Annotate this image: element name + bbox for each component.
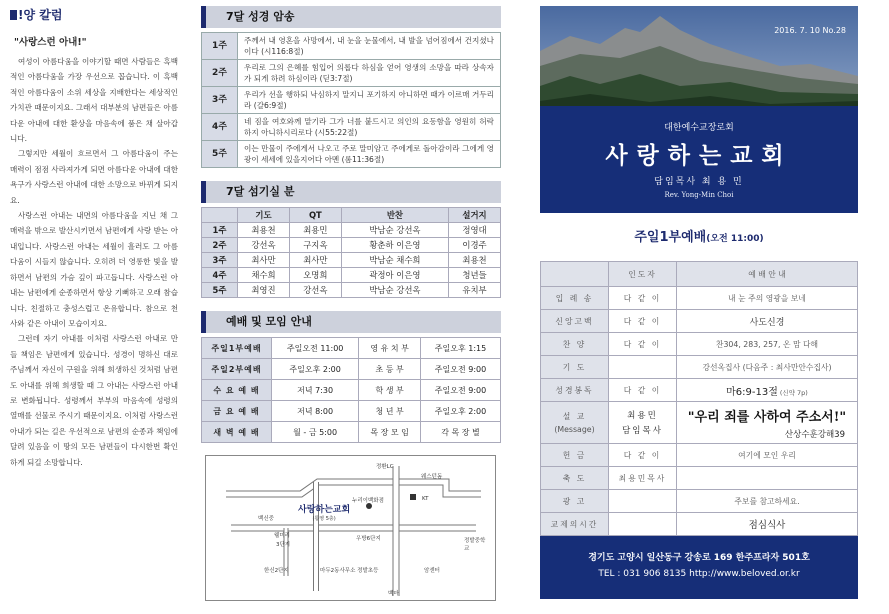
- order-leader: 다 같 이: [609, 333, 677, 356]
- order-leader: [609, 513, 677, 536]
- order-row: [541, 490, 858, 513]
- order-item: 강선옥집사 (다음주 : 최사만안수집사): [677, 356, 858, 379]
- serve-header-cell: 반찬: [341, 208, 448, 223]
- column-title: "사랑스런 아내!": [14, 37, 87, 48]
- serve-cell: 강선옥: [238, 238, 290, 253]
- memory-row: [202, 141, 501, 168]
- map-label: 백신중: [258, 516, 274, 522]
- serve-table: [201, 207, 501, 298]
- schedule-cell: 주일오전 9:00: [420, 380, 500, 401]
- denomination: 대한예수교장로회: [664, 123, 734, 133]
- map-label: 정환LC: [376, 464, 394, 470]
- serve-cell: 황춘하 이은영: [341, 238, 448, 253]
- order-item: 내 눈 주의 영광을 보네: [677, 287, 858, 310]
- order-row: [541, 287, 858, 310]
- serve-row: [202, 223, 501, 238]
- column-paragraph: 사랑스런 아내는 내면의 아름다움을 지닌 채 그 매력을 밖으로 발산시키면서 남편에게 사랑 받는 아내입니다. 사랑스런 아내는 세월이 흘러도 그 아름다움이 시들지 않습니다. 오히려 더 영롱한 빛을 발하면서 남편의 가슴 깊이 파고듭니다. 사랑스런 아내는 남편에게 순종하면서 항상 기뻐하고 오래 참습니다. 친절하고 충성스럽고 온유합니다. 참으로 천사와 같은 아내이 모습이지요.: [10, 211, 178, 328]
- map-label: KT: [422, 496, 429, 502]
- memory-row: [202, 60, 501, 87]
- heading-square-icon: [10, 10, 17, 20]
- order-item: 여기에 모인 우리: [677, 444, 858, 467]
- map-label: 웰미리: [274, 533, 290, 539]
- serve-cell: 곽정아 이은영: [341, 268, 448, 283]
- order-label: 성경봉독: [541, 379, 609, 402]
- service-title: 주일1부예배(오전 11:00): [634, 230, 764, 245]
- schedule-cell: 저녁 8:00: [272, 401, 359, 422]
- order-item: 사도신경: [677, 310, 858, 333]
- schedule-cell: 각 목 장 별: [420, 422, 500, 443]
- order-row: [541, 402, 858, 444]
- order-label: 교제의시간: [541, 513, 609, 536]
- order-label: 헌 금: [541, 444, 609, 467]
- schedule-table: [201, 337, 501, 443]
- order-leader: 다 같 이: [609, 287, 677, 310]
- order-item: 주보를 참고하세요.: [677, 490, 858, 513]
- schedule-cell: 초 등 부: [359, 359, 421, 380]
- map-label: 정발중학교: [464, 538, 486, 552]
- serve-cell: 청년들: [449, 268, 501, 283]
- order-item: 점심식사: [677, 513, 858, 536]
- serve-cell: 강선옥: [289, 283, 341, 298]
- order-label: 축 도: [541, 467, 609, 490]
- pastor-column: [10, 6, 178, 608]
- church-address: 경기도 고양시 일산동구 강송로 169 한주프라자 501호: [588, 553, 810, 563]
- serve-cell: 4주: [202, 268, 238, 283]
- schedule-cell: 금 요 예 배: [202, 401, 272, 422]
- issue-date: 2016. 7. 10 No.28: [774, 26, 846, 35]
- map-roads: [206, 456, 496, 601]
- column-paragraph: 그런데 자기 아내를 이처럼 사랑스런 아내로 만들 책임은 남편에게 있습니다. 성경이 명하신 대로 주님께서 자신이 구원을 위해 희생하신 것처럼 남편도 아내를 위해 희생할 때 그 아내는 사랑스런 아내로 변화됩니다. 성령께서 부부의 마음속에 성령의 열매를 선물로 주시기 때문이지요. 이처럼 사랑스런 아내가 되는 길은 우선적으로 남편의 순종과 책임에 달려 있음을 이 땅의 모든 남편들이 다시한번 확인하게 되길 소망합니다.: [10, 334, 178, 467]
- order-row: [541, 444, 858, 467]
- church-phone-web: TEL : 031 906 8135 http://www.beloved.or.kr: [598, 569, 800, 579]
- serve-cell: 최영진: [238, 283, 290, 298]
- order-row: [541, 310, 858, 333]
- order-row: [541, 513, 858, 536]
- column-paragraph: 여성이 아름다움을 이야기할 때면 사람들은 흑백적인 아름다움을 가장 우선으로 꼽습니다. 이 흑백적인 아름다움이 소위 세상을 지배한다는 세상적인 가치관 때문이지요. 그래서 대부분의 남편들은 아름다운 아내에 대한 환상을 마음속에 품은 채 살아갑니다.: [10, 57, 178, 144]
- order-label: 설 교 (Message): [541, 402, 609, 444]
- order-label: 찬 양: [541, 333, 609, 356]
- church-band: [540, 106, 858, 213]
- schedule-row: [202, 359, 501, 380]
- order-leader: 최용민목사: [609, 467, 677, 490]
- mountain-photo: [540, 6, 858, 116]
- schedule-cell: 주일오후 2:00: [272, 359, 359, 380]
- order-leader: 다 같 이: [609, 379, 677, 402]
- schedule-cell: 주일1부예배: [202, 338, 272, 359]
- serve-cell: 유치부: [449, 283, 501, 298]
- serve-cell: 박남순 강선옥: [341, 283, 448, 298]
- schedule-cell: 새 벽 예 배: [202, 422, 272, 443]
- serve-title: 7달 섬기실 분: [201, 181, 501, 203]
- memory-verse-table: [201, 32, 501, 168]
- serve-header-cell: QT: [289, 208, 341, 223]
- schedule-row: [202, 401, 501, 422]
- order-item: [677, 467, 858, 490]
- serve-row: [202, 283, 501, 298]
- schedule-cell: 영 유 치 부: [359, 338, 421, 359]
- schedule-cell: 주일오후 1:15: [420, 338, 500, 359]
- pastor-name: 담임목사 최 용 민: [654, 177, 744, 187]
- column-heading: !양 칼럼: [10, 6, 178, 24]
- church-contact: [540, 536, 858, 599]
- bulletin-cover: [540, 6, 858, 599]
- memory-row: [202, 33, 501, 60]
- serve-header-cell: 설거지: [449, 208, 501, 223]
- verse-cell: 우리가 선을 행하되 낙심하지 말지니 포기하지 아니하면 때가 이르매 거두리라 (갈6:9절): [238, 87, 501, 114]
- serve-cell: 5주: [202, 283, 238, 298]
- middle-column: [201, 6, 501, 601]
- order-leader: [609, 356, 677, 379]
- schedule-title: 예배 및 모임 안내: [201, 311, 501, 333]
- order-label: 광 고: [541, 490, 609, 513]
- week-cell: 2주: [202, 60, 238, 87]
- order-leader: 다 같 이: [609, 444, 677, 467]
- serve-cell: 최사만: [289, 253, 341, 268]
- map-label: 우방6단지: [356, 536, 381, 542]
- serve-cell: 이경주: [449, 238, 501, 253]
- order-row: [541, 467, 858, 490]
- order-leader: [609, 490, 677, 513]
- order-leader: 다 같 이: [609, 310, 677, 333]
- church-name: 사랑하는교회: [605, 142, 793, 169]
- schedule-cell: 수 요 예 배: [202, 380, 272, 401]
- schedule-row: [202, 338, 501, 359]
- schedule-cell: 주일오후 2:00: [420, 401, 500, 422]
- column-body: [10, 54, 178, 470]
- pastor-english: Rev. Yong-Min Choi: [664, 191, 734, 199]
- serve-cell: 박남순 강선옥: [341, 223, 448, 238]
- verse-cell: 네 짐을 여호와께 맡기라 그가 너를 붙드시고 의인의 요동함을 영원히 허락하지 아니하시리로다 (시55:22절): [238, 114, 501, 141]
- serve-cell: 최사만: [238, 253, 290, 268]
- map-label: 한신2단지: [264, 568, 289, 574]
- cover-hero: [540, 6, 858, 213]
- worship-order-table: [540, 261, 858, 536]
- verse-cell: 주께서 내 영혼을 사망에서, 내 눈을 눈물에서, 내 발을 넘어짐에서 건지셨나이다 (시116:8절): [238, 33, 501, 60]
- week-cell: 1주: [202, 33, 238, 60]
- serve-row: [202, 238, 501, 253]
- serve-cell: 최용천: [449, 253, 501, 268]
- order-row: [541, 356, 858, 379]
- map-label: 3단지: [276, 542, 291, 548]
- serve-cell: 3주: [202, 253, 238, 268]
- map-label: 암센터: [424, 568, 440, 574]
- column-paragraph: 그렇지만 세월이 흐르면서 그 아름다움이 주는 매력이 점점 사라져가게 되면 아름다운 아내에 대한 욕구가 사랑스런 아내에 대한 소망으로 바뀌게 되지요.: [10, 149, 178, 205]
- map-church-marker: 사랑하는교회 (통영 5층): [298, 505, 351, 522]
- week-cell: 4주: [202, 114, 238, 141]
- serve-cell: 박남순 채수희: [341, 253, 448, 268]
- order-header-row: 인도자 예 배 안 내: [541, 262, 858, 287]
- schedule-cell: 저녁 7:30: [272, 380, 359, 401]
- memory-row: [202, 114, 501, 141]
- map-label: 백마: [388, 591, 399, 597]
- serve-cell: 최용민: [289, 223, 341, 238]
- serve-cell: 오명희: [289, 268, 341, 283]
- verse-cell: 이는 만물이 주에게서 나오고 주로 말미암고 주에게로 돌아감이라 그에게 영광이 세세에 있을지어다 아멘 (롬11:36절): [238, 141, 501, 168]
- order-row: [541, 379, 858, 402]
- serve-header-cell: [202, 208, 238, 223]
- order-leader: 최용민 담임목사: [609, 402, 677, 444]
- order-item: 찬304, 283, 257, 온 맘 다해: [677, 333, 858, 356]
- location-map: [205, 455, 496, 601]
- order-row: [541, 333, 858, 356]
- serve-cell: 정영대: [449, 223, 501, 238]
- schedule-cell: 청 년 부: [359, 401, 421, 422]
- memory-row: [202, 87, 501, 114]
- serve-row: [202, 268, 501, 283]
- schedule-cell: 목 장 모 임: [359, 422, 421, 443]
- map-label: 웨스턴돔: [421, 474, 443, 480]
- serve-cell: 2주: [202, 238, 238, 253]
- order-label: 기 도: [541, 356, 609, 379]
- memory-verse-title: 7달 성경 암송: [201, 6, 501, 28]
- week-cell: 5주: [202, 141, 238, 168]
- schedule-row: [202, 422, 501, 443]
- map-label: 누리이백화점: [352, 498, 384, 504]
- schedule-cell: 주일2부예배: [202, 359, 272, 380]
- serve-cell: 최용천: [238, 223, 290, 238]
- schedule-cell: 주일오전 9:00: [420, 359, 500, 380]
- map-label: 마두2동사무소 정발초등: [320, 568, 379, 574]
- schedule-cell: 학 생 부: [359, 380, 421, 401]
- schedule-row: [202, 380, 501, 401]
- verse-cell: 우리로 그의 은혜를 힘입어 의롭다 하심을 얻어 영생의 소망을 따라 상속자가 되게 하려 하심이라 (딛3:7절): [238, 60, 501, 87]
- serve-cell: 구지옥: [289, 238, 341, 253]
- week-cell: 3주: [202, 87, 238, 114]
- serve-cell: 채수희: [238, 268, 290, 283]
- serve-header-cell: 기도: [238, 208, 290, 223]
- order-item: "우리 죄를 사하여 주소서!" 산상수훈강해39: [677, 402, 858, 444]
- serve-cell: 1주: [202, 223, 238, 238]
- order-label: 입 례 송: [541, 287, 609, 310]
- schedule-cell: 월 - 금 5:00: [272, 422, 359, 443]
- serve-row: [202, 253, 501, 268]
- order-label: 신앙고백: [541, 310, 609, 333]
- order-item: 마6:9-13절 (신약 7p): [677, 379, 858, 402]
- schedule-cell: 주일오전 11:00: [272, 338, 359, 359]
